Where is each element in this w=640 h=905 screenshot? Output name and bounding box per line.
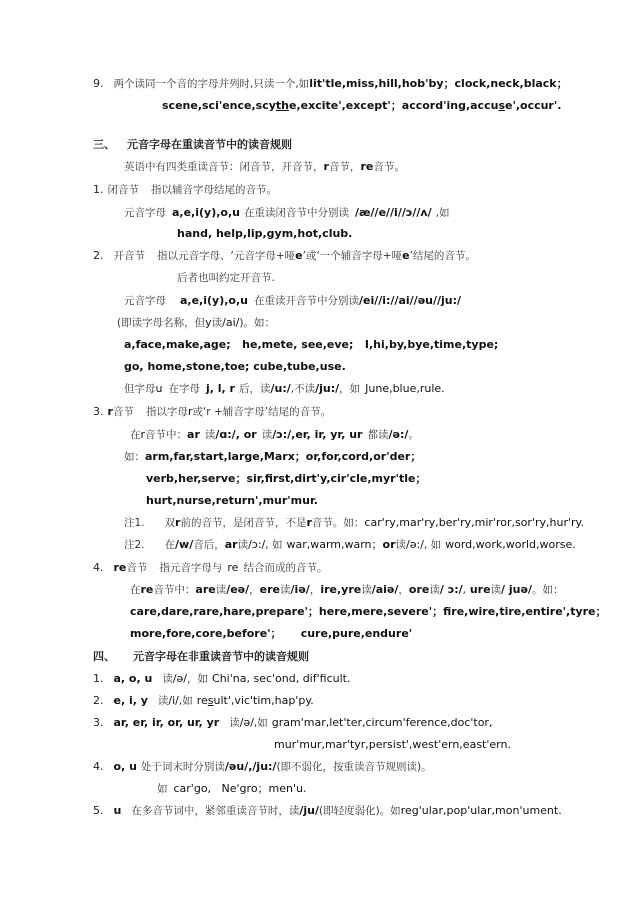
rule-text: 在重读闭音节中分别读 [243,207,349,219]
r-syllable-heading [93,404,331,420]
ipa: /u:/ [270,382,291,395]
item-title: 开音节 [113,250,145,262]
rule-text: 。 [408,429,419,441]
rule-text: (即不弱化，按重读音节规则读)。 [276,761,432,773]
note-text: 前的音节，是闭音节，不是 [180,517,307,529]
item-number: 3. [93,405,104,418]
item-number: 5. [93,804,104,817]
letter-u: u [155,382,163,395]
r-syllable-examples-3 [146,493,318,509]
examples: car'go, Ne'gro；men'u. [173,782,307,795]
letters-jlr: j, l, r [205,382,235,395]
letters-or: or [382,538,396,551]
letters: ar, er, ir, or, ur, yr [113,716,220,729]
silent-e: e [295,249,303,262]
letters-rest: ,er, ir, yr, ur [291,428,363,441]
ipa: / juə/ [501,583,532,596]
separator: 。如： [531,584,564,596]
exception-text: 但字母 [124,383,156,395]
r-syllable-examples-1 [124,449,421,465]
rule-text: 在多音节词中，紧邻重读音节时，读 [131,805,300,817]
examples: arm,far,start,large,Marx；or,for,cord,or'der； [145,450,422,463]
ipa: / ɔ:/ [439,583,463,596]
ipa: /ju/ [299,804,319,817]
examples: verb,her,serve；sir,first,dirt'y,cir'cle,myr'tle； [146,472,427,485]
section-4-item-3-cont [274,737,511,753]
examples: go, home,stone,toe; cube,tube,use. [124,360,346,373]
ipa: /ə:/ [388,428,409,441]
item-text-cn: 两个读同一个音的字母并列时,只读一个,如 [113,78,310,90]
item-desc: 指以字母 [145,406,188,418]
intro-text: 英语中有四类重读音节：闭音节，开音节， [124,161,324,173]
re-syllable-heading [93,560,327,576]
open-syllable-heading [93,248,476,264]
ipa: /ju:/ [315,382,340,395]
closed-syllable-examples [177,226,352,242]
examples: re [196,694,208,707]
intro-r: r [323,160,329,173]
section-title: 元音字母在非重读音节中的读音规则 [133,650,309,663]
rule-text: 读 [157,695,169,707]
ipa: /ɔ:/ [248,538,266,551]
rule-text: ,如 [253,717,268,729]
examples-part: scene,sci'ence,scy [162,99,276,112]
rule-text: ,如 [435,207,450,219]
item-desc: ’结尾的音节。 [409,250,476,262]
rule-text: ，如 [187,673,209,685]
re-syllable-examples-1 [130,604,607,620]
letters-re: re [227,561,239,574]
intro-text: 音节。 [373,161,405,173]
intro-text: 音节， [328,161,361,173]
item-number: 1. [93,183,104,196]
item-number: 4. [93,760,104,773]
examples: mur'mur,mar'tyr,persist',west'ern,east'ern. [274,738,511,751]
examples: ult',vic'tim,hap'py. [213,694,314,707]
ipa: /iə/ [290,583,310,596]
note-text: 读 [395,539,407,551]
rule-text: 读 [429,584,440,596]
item-desc: 指以元音字母、‘元音字母+哑 [157,250,296,262]
re-syllable-examples-2 [130,626,412,642]
rule-text: 读 [229,717,240,729]
ipa: /w/ [175,538,194,551]
letter-r: r [306,516,312,529]
letters: a, o, u [113,672,153,685]
rule-text: 读 [261,429,273,441]
ipa: /eə/ [226,583,250,596]
item-number: 4. [93,561,104,574]
ipa: /ə/ [172,672,188,685]
letters-ar: ar [187,428,200,441]
examples: hand, help,lip,gym,hot,club. [177,227,353,240]
r-syllable-examples-2 [146,471,426,487]
letter-y: y [205,316,212,329]
section-number: 四、 [93,650,115,663]
item-number: 2. [93,249,104,262]
rule-text: 在 [130,429,141,441]
examples: June,blue,rule. [365,382,445,395]
item-desc: 结合而成的音节。 [243,562,328,574]
note-label: 注1. [124,517,145,529]
ipa: /əu/,/ju:/ [224,760,277,773]
rule-text: 读 [162,673,173,685]
section-number: 三、 [93,138,115,151]
examples: hurt,nurse,return',mur'mur. [146,494,318,507]
letters: ire,yre [320,583,362,596]
letters-or: , or [235,428,257,441]
rule-text: 音节中： [153,584,196,596]
open-syllable-paren [117,315,275,331]
item-title: 音节 [126,562,148,574]
examples: a,face,make,age; he,mete, see,eve; I,hi,by,bye,time,type; [124,338,499,351]
underlined-letters: th [275,99,289,112]
letters: e, i, y [113,694,148,707]
silent-e: e [402,249,410,262]
rule-text: (即轻度弱化)。如 [318,805,401,817]
exception-text: 后，读 [238,383,271,395]
examples: care,dare,rare,hare,prepare'；here,mere,severe'；fire,wire,tire,entire',tyre； [130,605,607,618]
r-syllable-rule [130,427,419,443]
item-9-line-1 [93,76,568,92]
letters-ar: ar [224,538,238,551]
rule-text: 元音字母 [124,207,166,219]
ipa: /i/ [168,694,179,707]
rule-text: 读 [280,584,291,596]
example-label: 如 [157,783,168,795]
ipa: /æ//e//i//ɔ//ʌ/ [354,206,432,219]
item-desc: 或‘r +辅音字母’结尾的音节。 [192,406,332,418]
paren-text: 读 [211,317,223,329]
letters: ere [259,583,281,596]
item-number: 3. [93,716,104,729]
paren-text: (即读字母名称，但 [117,317,206,329]
closed-syllable-heading [93,182,277,198]
ipa: /ai/ [222,316,240,329]
rule-text: 读 [215,584,227,596]
r-syllable-note-2 [124,537,576,553]
vowel-letters: a,e,i(y),o,u [172,206,240,219]
examples-part: e',occur'. [505,99,562,112]
example-label: 如： [124,451,145,463]
ipa: /ə:/ [406,538,424,551]
examples: war,warm,warn； [286,538,383,551]
intro-re: re [360,160,374,173]
section-4-item-4-examples [157,781,307,797]
section-3-heading [93,137,292,153]
rule-text: 都读 [367,429,389,441]
examples: reg'ular,pop'ular,mon'ument. [400,804,562,817]
section-4-item-1 [93,671,350,687]
note-label: 注2. [124,539,145,551]
re-syllable-rule [130,582,563,598]
section-title: 元音字母在重读音节中的读音规则 [127,138,292,151]
rule-text: 元音字母 [124,295,166,307]
item-9-line-2 [162,98,561,114]
item-number: 2. [93,694,104,707]
r-syllable-note-1 [124,515,584,531]
item-desc: 指元音字母与 [159,562,223,574]
rule-text: 在 [130,584,141,596]
exception-text: ，如 [339,383,361,395]
open-syllable-note [177,270,275,286]
rule-text: 读 [204,429,216,441]
open-syllable-examples-2 [124,359,346,375]
examples: Chi'na, sec'ond, dif'ficult. [212,672,351,685]
paren-text: )。如： [239,317,275,329]
open-syllable-examples-1 [124,337,498,353]
section-4-item-5 [93,803,562,819]
section-4-heading [93,649,309,665]
item-title: 音节 [112,406,134,418]
item-number: 1. [93,672,104,685]
underlined-letters: s [207,694,214,707]
item-desc: 指以辅音字母结尾的音节。 [151,184,277,196]
closed-syllable-rule [124,205,449,221]
section-4-item-4 [93,759,432,775]
separator: ， [249,584,260,596]
item-desc: ’或‘一个辅音字母+哑 [302,250,403,262]
letters: ore [408,583,430,596]
examples-part: e,excite',except'；accord'ing,accu [289,99,499,112]
examples: word,work,world,worse. [445,538,576,551]
section-3-intro [124,159,405,175]
separator: , [462,584,466,596]
note-text: , 如 [265,539,283,551]
letters: ure [466,583,491,596]
open-syllable-exception [124,381,445,397]
ipa: /ɔ:/ [272,428,292,441]
underlined-letters: s [498,99,505,112]
note-text: 后者也叫约定开音节. [177,272,275,284]
note-text: 音后， [193,539,225,551]
section-4-item-2 [93,693,314,709]
examples: gram'mar,let'ter,circum'ference,doc'tor, [271,716,493,729]
rule-text: ,如 [178,695,193,707]
rule-text: 读 [490,584,502,596]
note-text: , 如 [423,539,442,551]
separator: ， [309,584,321,596]
letters: u [113,804,122,817]
letters-re: re [140,583,154,596]
letters-re: re [113,561,127,574]
rule-text: 在重读开音节中分别读 [253,295,359,307]
letter-r: r [175,516,181,529]
exception-text: 在字母 [168,383,200,395]
letter-r: r [107,405,113,418]
ipa: /aiə/ [371,583,399,596]
examples: car'ry,mar'ry,ber'ry,mir'ror,sor'ry,hur'ry. [364,516,584,529]
note-text: 双 [164,517,176,529]
item-title: 闭音节 [107,184,139,196]
ipa: /ei//i://ai//əu//ju:/ [358,294,462,307]
rule-text: 读 [361,584,372,596]
open-syllable-rule [124,293,461,309]
letter-r: r [140,428,146,441]
ipa: /ə/ [239,716,254,729]
examples: more,fore,core,before'； cure,pure,endure' [130,627,413,640]
ipa: /ɑ:/ [215,428,236,441]
rule-text: 处于词末时分别读 [140,761,225,773]
item-number: 9. [93,77,104,90]
letters: o, u [113,760,137,773]
letter-r: r [187,405,193,418]
letters: are [195,583,216,596]
note-text: 在 [164,539,176,551]
note-text: 读 [237,539,249,551]
note-text: 音节。如： [311,517,365,529]
separator: ， [398,584,409,596]
vowel-letters: a,e,i(y),o,u [180,294,248,307]
item-examples: lit'tle,miss,hill,hob'by；clock,neck,black； [309,77,568,90]
section-4-item-3 [93,715,492,731]
exception-text: ,不读 [290,383,316,395]
rule-text: 音节中： [145,429,188,441]
